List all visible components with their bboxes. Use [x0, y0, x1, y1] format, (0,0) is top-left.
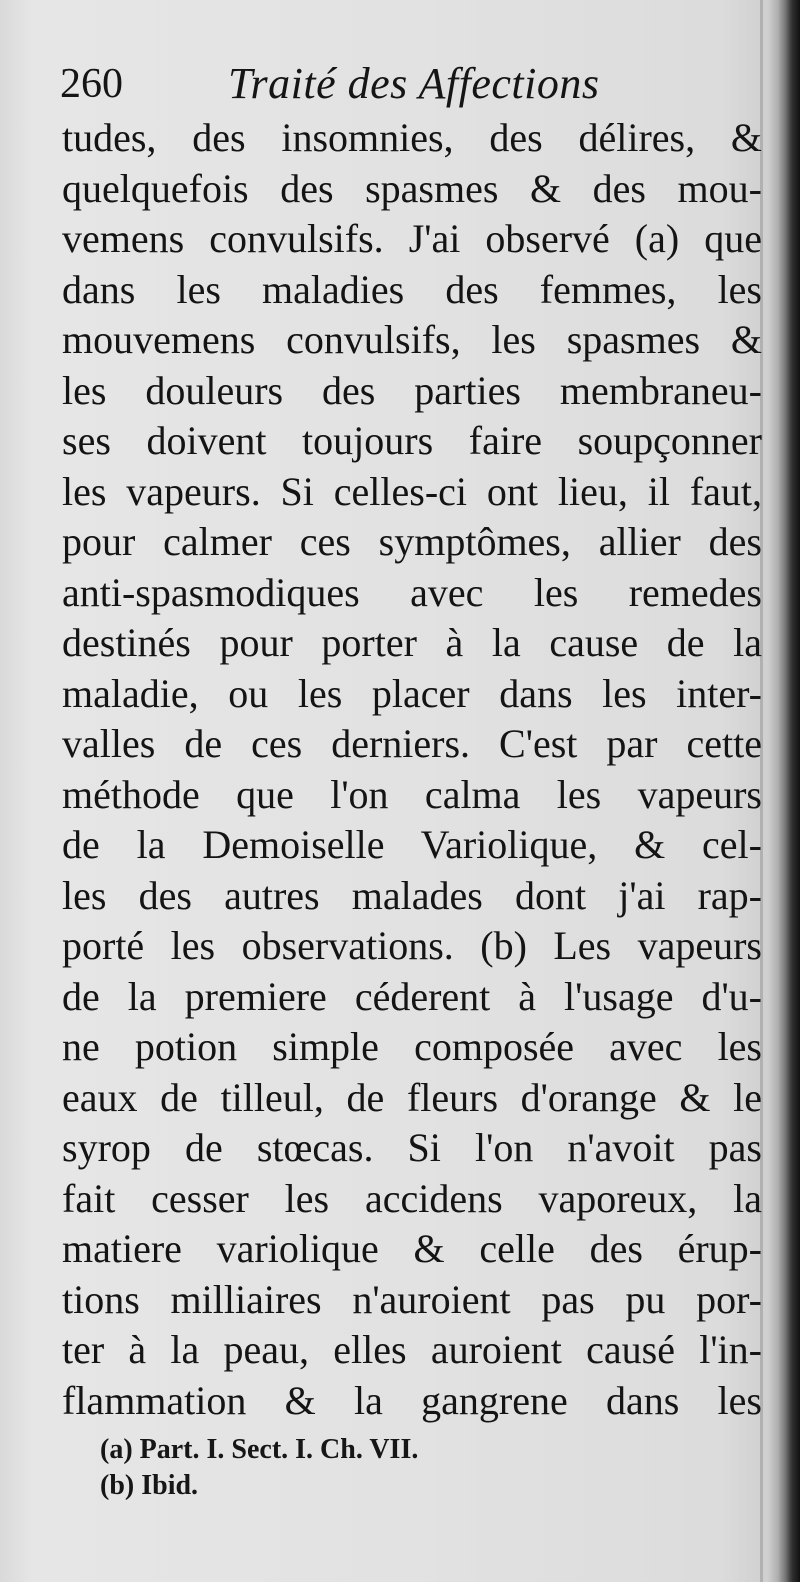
page-edge-shadow [778, 0, 800, 1582]
text-line: porté les observations. (b) Les vapeurs [62, 923, 762, 968]
text-line: mouvemens convulsifs, les spasmes & [62, 317, 762, 362]
text-line: ne potion simple composée avec les [62, 1024, 762, 1069]
text-line: flammation & la gangrene dans les [62, 1377, 762, 1423]
text-line: les douleurs des parties membraneu- [62, 367, 762, 413]
text-line: dans les maladies des femmes, les [62, 266, 762, 312]
text-line: tions milliaires n'auroient pas pu por- [62, 1276, 762, 1322]
text-line: méthode que l'on calma les vapeurs [62, 771, 762, 817]
text-line: anti-spasmodiques avec les remedes [62, 569, 762, 615]
footnote-b: (b) Ibid. [100, 1470, 199, 1501]
text-line: de la premiere céderent à l'usage d'u- [62, 973, 762, 1019]
body-text [62, 113, 762, 1426]
page-header [60, 56, 760, 112]
text-line: matiere variolique & celle des érup- [62, 1226, 762, 1271]
footnote-a: (a) Part. I. Sect. I. Ch. VII. [100, 1434, 419, 1465]
text-line: fait cesser les accidens vaporeux, la [62, 1175, 762, 1221]
text-line: syrop de stœcas. Si l'on n'avoit pas [62, 1125, 762, 1170]
text-line: les vapeurs. Si celles-ci ont lieu, il faut, [62, 468, 762, 514]
text-line: pour calmer ces symptômes, allier des [62, 519, 762, 564]
text-line: ses doivent toujours faire soupçonner [62, 418, 762, 463]
text-line: tudes, des insomnies, des délires, & [62, 115, 762, 160]
text-line: les des autres malades dont j'ai rap- [62, 872, 762, 918]
text-line: destinés pour porter à la cause de la [62, 620, 762, 665]
text-line: de la Demoiselle Variolique, & cel- [62, 822, 762, 867]
text-line: vemens convulsifs. J'ai observé (a) que [62, 216, 762, 261]
text-line: valles de ces derniers. C'est par cette [62, 721, 762, 766]
footnotes [100, 1432, 760, 1504]
text-line: quelquefois des spasmes & des mou- [62, 165, 762, 211]
page-number: 260 [60, 61, 123, 107]
text-line: eaux de tilleul, de fleurs d'orange & le [62, 1074, 762, 1120]
running-head: Traité des Affections [228, 59, 600, 108]
text-line: ter à la peau, elles auroient causé l'in- [62, 1327, 762, 1372]
text-line: maladie, ou les placer dans les inter- [62, 670, 762, 716]
